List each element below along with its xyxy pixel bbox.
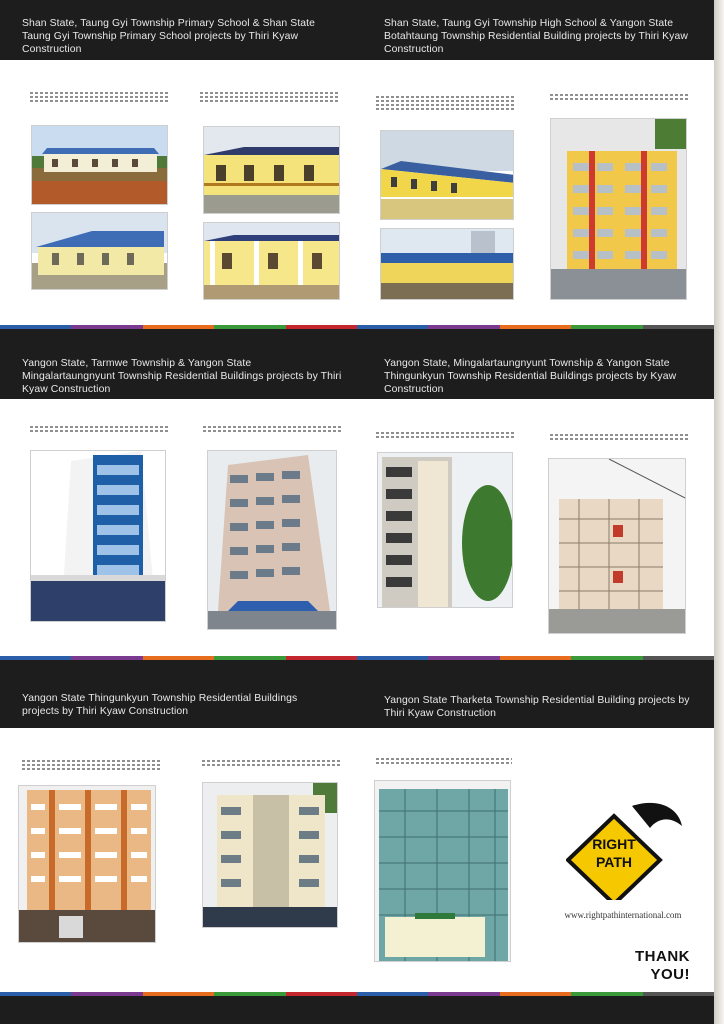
section-1-header (0, 0, 714, 60)
school-photo-1b (31, 212, 168, 290)
myanmar-caption-2 (200, 90, 340, 104)
myanmar-caption-3 (376, 94, 516, 112)
page-edge (714, 0, 724, 1024)
myanmar-caption-11 (376, 756, 512, 766)
residential-photo-4 (550, 118, 687, 300)
school-photo-1a (31, 125, 168, 205)
myanmar-caption-7 (376, 430, 516, 440)
myanmar-caption-1 (30, 90, 168, 104)
footer-band (0, 996, 714, 1024)
section-1-right-caption: Shan State, Taung Gyi Township High School & Yangon State Botahtaung Township Residential Building projects by Thiri Kyaw Construction (384, 18, 688, 55)
section-1-left-caption: Shan State, Taung Gyi Township Primary School & Shan State Taung Gyi Township Primary School projects by Thiri Kyaw Construction (22, 18, 316, 55)
school-photo-2a (203, 126, 340, 214)
construction-photo-11 (374, 780, 511, 962)
logo-text-line1: RIGHT (592, 836, 636, 852)
residential-photo-5 (30, 450, 166, 622)
myanmar-caption-9 (22, 758, 160, 772)
school-photo-3b (380, 228, 514, 300)
myanmar-caption-4 (550, 92, 690, 102)
residential-photo-10 (202, 782, 338, 928)
section-3-right-caption: Yangon State Tharketa Township Residential Building projects by Thiri Kyaw Construction (384, 695, 690, 719)
residential-photo-7 (377, 452, 513, 608)
school-photo-3a (380, 130, 514, 220)
section-2-right-caption: Yangon State, Mingalartaungnyunt Township & Yangon State Thingunkyun Township Residential Buildings projects by Kyaw Construction (384, 358, 677, 395)
residential-photo-8 (548, 458, 686, 634)
section-2-header (0, 329, 714, 399)
logo-text-line2: PATH (595, 854, 633, 870)
residential-photo-9 (18, 785, 156, 943)
myanmar-caption-8 (550, 432, 688, 442)
residential-photo-6 (207, 450, 337, 630)
thank-line-1: THANK (635, 948, 690, 965)
section-3-left-caption: Yangon State Thingunkyun Township Residential Buildings projects by Thiri Kyaw Construction (22, 693, 298, 717)
section-3-header (0, 660, 714, 728)
myanmar-caption-6 (203, 424, 341, 434)
myanmar-caption-10 (202, 758, 340, 768)
section-2-left-caption: Yangon State, Tarmwe Township & Yangon State Mingalartaungnyunt Township Residential Buildings projects by Thiri Kyaw Construction (22, 358, 342, 395)
right-path-logo (566, 800, 696, 900)
thank-you-text (600, 948, 690, 984)
school-photo-2b (203, 222, 340, 300)
website-url: www.rightpathinternational.com (564, 910, 682, 920)
myanmar-caption-5 (30, 424, 168, 434)
thank-line-2: YOU! (650, 966, 690, 983)
